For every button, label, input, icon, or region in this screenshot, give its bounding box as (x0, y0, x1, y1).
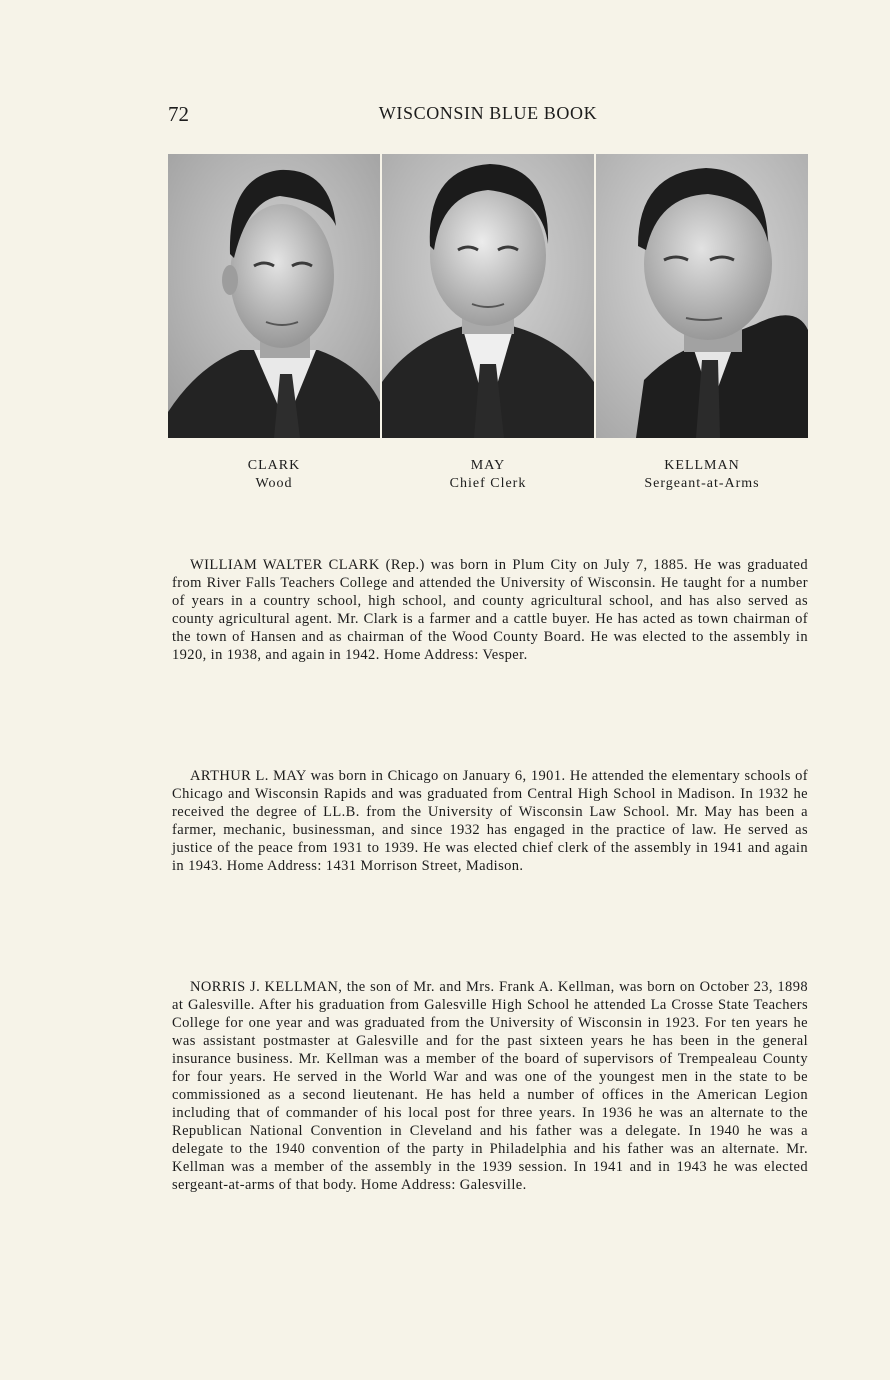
caption-subtitle: Wood (255, 476, 293, 491)
caption-name: KELLMAN (664, 458, 740, 473)
bio-paragraph-may: ARTHUR L. MAY was born in Chicago on January 6, 1901. He attended the elementary schools of Chicago and Wisconsin Rapids and was graduated from Central High School in Madison. In 1932 he received the degree of LL.B. from the University of Wisconsin Law School. Mr. May has been a farmer, mechanic, businessman, and since 1932 has engaged in the practice of law. He served as justice of the peace from 1931 to 1939. He was elected chief clerk of the assembly in 1941 and again in 1943. Home Address: 1431 Morrison Street, Madison. (172, 768, 808, 874)
page-number: 72 (168, 102, 189, 126)
bio-paragraph-clark: WILLIAM WALTER CLARK (Rep.) was born in Plum City on July 7, 1885. He was graduated from River Falls Teachers College and attended the University of Wisconsin. He taught for a number of years in a country school, high school, and county agricultural school, and has also served as county agricultural agent. Mr. Clark is a farmer and a cattle buyer. He has acted as town chairman of the town of Hansen and as chairman of the Wood County Board. He was elected to the assembly in 1920, in 1938, and again in 1942. Home Address: Vesper. (172, 557, 808, 663)
caption-subtitle: Chief Clerk (449, 476, 527, 491)
caption-name: MAY (470, 458, 506, 473)
bio-paragraph-kellman: NORRIS J. KELLMAN, the son of Mr. and Mrs. Frank A. Kellman, was born on October 23, 1898 at Galesville. After his graduation from Galesville High School he attended La Crosse State Teachers College for one year and was graduated from the University of Wisconsin in 1923. For ten years he was assistant postmaster at Galesville and for the past sixteen years he has been in the general insurance business. Mr. Kellman was a member of the board of supervisors of Trempealeau County for four years. He served in the World War and was one of the youngest men in the state to be commissioned as a second lieutenant. He has held a number of offices in the American Legion including that of commander of his local post for three years. In 1936 he was an alternate to the Republican National Convention in Cleveland and his father was a delegate. In 1940 he was a delegate to the 1940 convention of the party in Philadelphia and his father was an alternate. Mr. Kellman was a member of the assembly in the 1939 session. In 1941 and in 1943 he was elected sergeant-at-arms of that body. Home Address: Galesville. (172, 979, 808, 1193)
portrait-photo-kellman (596, 154, 808, 438)
caption-clark (168, 457, 380, 493)
caption-kellman (596, 457, 808, 493)
caption-may (382, 457, 594, 493)
running-head: WISCONSIN BLUE BOOK (378, 103, 598, 123)
caption-name: CLARK (247, 458, 301, 473)
caption-subtitle: Sergeant-at-Arms (644, 476, 760, 491)
portrait-row (168, 154, 810, 438)
portrait-photo-clark (168, 154, 380, 438)
portrait-photo-may (382, 154, 594, 438)
